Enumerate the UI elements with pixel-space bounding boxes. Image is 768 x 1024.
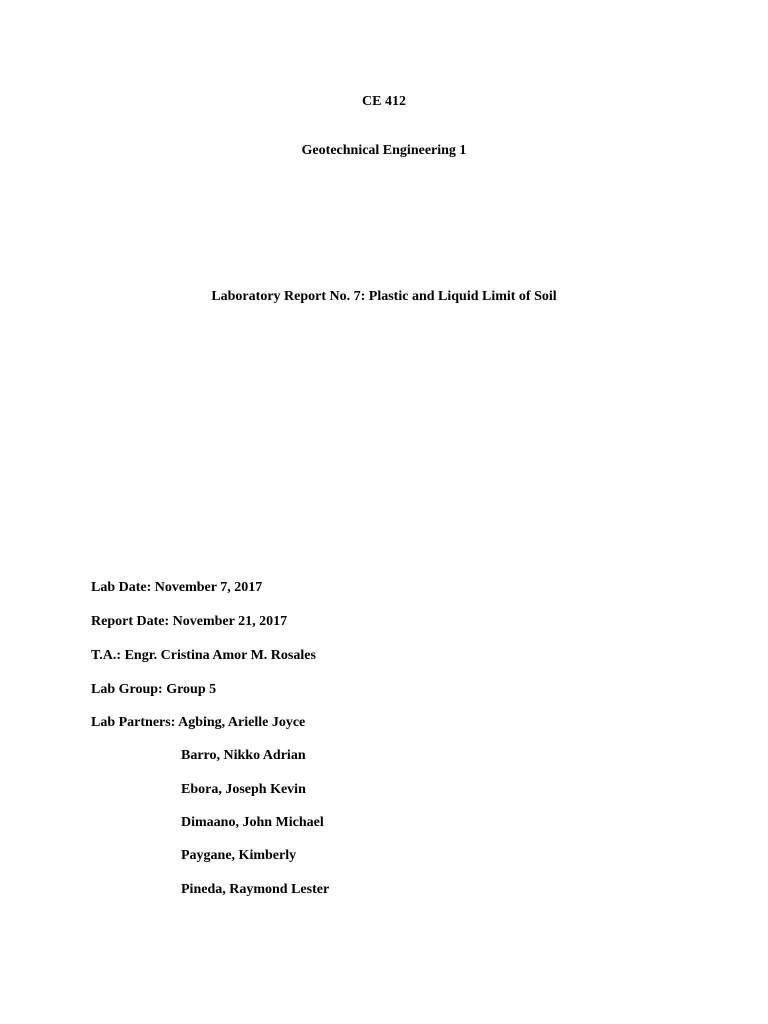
lab-partner: Dimaano, John Michael [181, 815, 324, 830]
lab-partner: Ebora, Joseph Kevin [181, 782, 306, 797]
lab-partner: Barro, Nikko Adrian [181, 748, 306, 763]
lab-group: Lab Group: Group 5 [91, 682, 217, 697]
lab-partner: Pineda, Raymond Lester [181, 882, 330, 897]
course-name: Geotechnical Engineering 1 [301, 143, 467, 158]
lab-date: Lab Date: November 7, 2017 [91, 580, 263, 595]
teaching-assistant: T.A.: Engr. Cristina Amor M. Rosales [91, 648, 316, 663]
report-title: Laboratory Report No. 7: Plastic and Liquid Limit of Soil [211, 289, 557, 304]
lab-partners-first: Lab Partners: Agbing, Arielle Joyce [91, 715, 306, 730]
lab-partner: Paygane, Kimberly [181, 848, 297, 863]
report-date: Report Date: November 21, 2017 [91, 614, 288, 629]
course-code: CE 412 [362, 94, 406, 109]
